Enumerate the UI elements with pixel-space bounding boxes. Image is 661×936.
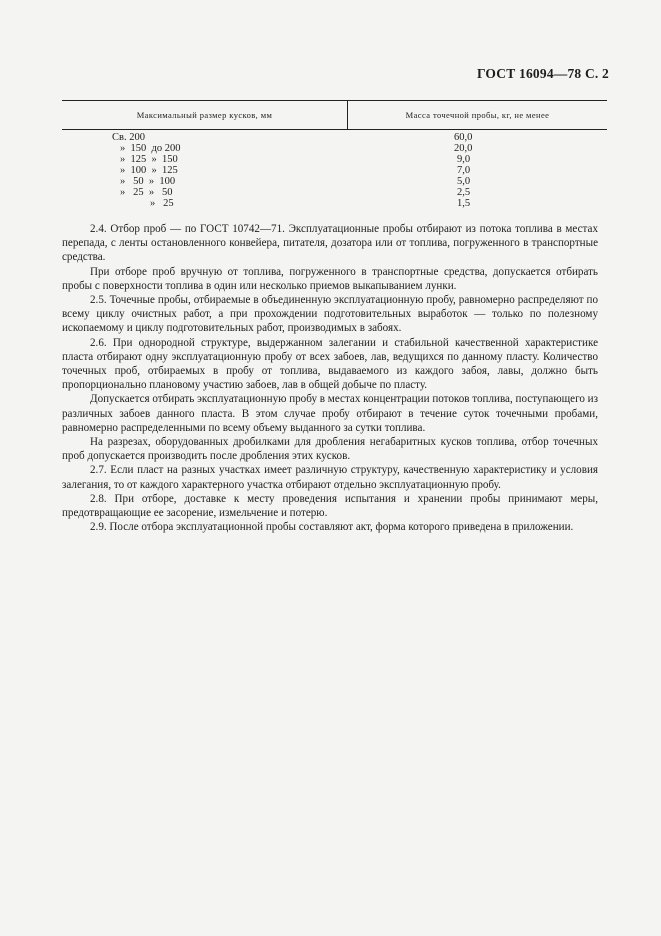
paragraph-2-4: 2.4. Отбор проб — по ГОСТ 10742—71. Эксплуатационные пробы отбирают из потока топлива в местах перепада, с ленты остановленного конвейера, питателя, дозатора или от топлива, погруженного в транспортные средства. [62, 223, 598, 264]
mass-cell: 9,0 [457, 154, 471, 165]
table-header [62, 100, 607, 130]
paragraph-2-9: 2.9. После отбора эксплуатационной пробы составляют акт, форма которого приведена в приложении. [90, 521, 574, 534]
mass-cell: 5,0 [457, 176, 471, 187]
mass-cell: 1,5 [457, 198, 471, 209]
paragraph-2-6-concentration: Допускается отбирать эксплуатационную пробу в местах концентрации потоков топлива, поступающего из различных забоев данного пласта. В этом случае пробу отбирают в течение суток точечными пробами, равномерно распределенными по всему объему выданного за сутки топлива. [62, 393, 598, 434]
column-header-mass: Масса точечной пробы, кг, не менее [405, 110, 550, 120]
table-row [62, 187, 607, 198]
table-body [62, 130, 607, 210]
paragraph-2-8: 2.8. При отборе, доставке к месту проведения испытания и хранении пробы принимают меры, предотвращающие ее засорение, измельчение и потерю. [62, 492, 598, 520]
paragraph-2-6-crushers: На разрезах, оборудованных дробилками для дробления негабаритных кусков топлива, отбор точечных проб допускается производить после дробления этих кусков. [62, 436, 598, 463]
table-row [62, 198, 607, 209]
table-row [62, 154, 607, 165]
mass-cell: 2,5 [457, 187, 471, 198]
paragraph-2-7: 2.7. Если пласт на разных участках имеет различную структуру, качественную характеристику и условия залегания, то от каждого характерного участка отбирают отдельно эксплуатационную пробу. [62, 464, 598, 491]
paragraph-2-4-manual: При отборе проб вручную от топлива, погруженного в транспортные средства, допускается отбирать пробы с поверхности топлива в один или несколько приемов выкапыванием лунки. [62, 265, 598, 292]
size-cell: » 25 » 50 [120, 187, 173, 198]
size-cell: Св. 200 [112, 132, 145, 143]
sample-mass-table [62, 100, 607, 210]
size-cell: » 150 до 200 [120, 143, 181, 154]
size-cell: » 100 » 125 [120, 165, 178, 176]
size-cell: » 25 [150, 198, 174, 209]
table-row [62, 176, 607, 187]
page-header: ГОСТ 16094—78 С. 2 [476, 66, 609, 81]
column-header-size: Максимальный размер кусков, мм [62, 101, 348, 129]
document-body [62, 222, 598, 534]
paragraph-2-5: 2.5. Точечные пробы, отбираемые в объединенную эксплуатационную пробу, равномерно распределяют по всему циклу очистных работ, а при прохождении подготовительных выработок — только по полезному ископаемому и циклу подготовительных работ, производимых в забоях. [62, 294, 598, 335]
mass-cell: 60,0 [454, 132, 473, 143]
table-row [62, 143, 607, 154]
table-row [62, 132, 607, 143]
size-cell: » 50 » 100 [120, 176, 176, 187]
table-row [62, 165, 607, 176]
size-cell: » 125 » 150 [120, 154, 178, 165]
paragraph-2-6: 2.6. При однородной структуре, выдержанном залегании и стабильной качественной характеристике пласта отбирают одну эксплуатационную пробу от всех забоев, лав, ведущихся по данному пласту. Количество точечных проб, отбираемых в пробу от топлива, выдаваемого из каждого забоя, лавы, должно быть пропорционально плановому участию забоев, лав в общей добыче по пласту. [62, 336, 598, 392]
mass-cell: 7,0 [457, 165, 471, 176]
mass-cell: 20,0 [454, 143, 473, 154]
